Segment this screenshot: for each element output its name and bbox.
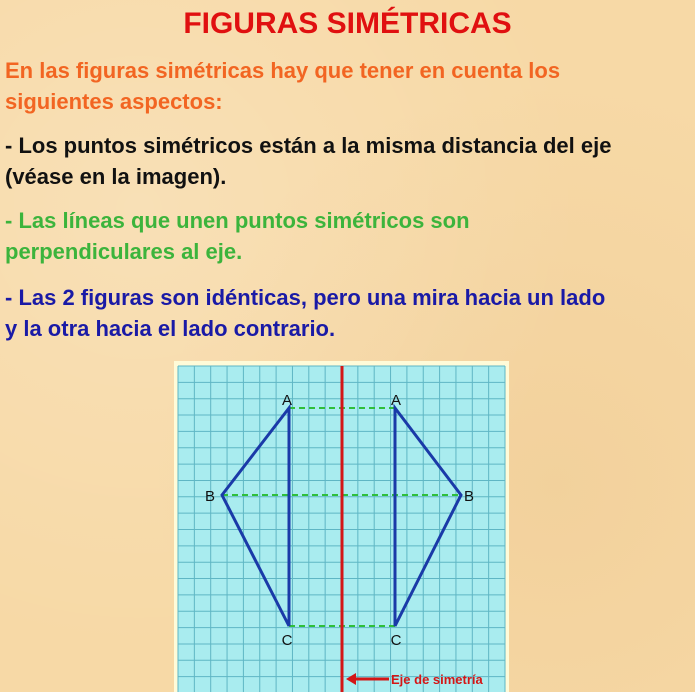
- left-point-b-label: B: [204, 488, 216, 505]
- right-point-b-label: B: [463, 488, 475, 505]
- identical-paragraph: [5, 282, 605, 344]
- point-distance-line-1: - Los puntos simétricos están a la misma distancia del eje: [5, 133, 612, 158]
- perpendicular-line-2: perpendiculares al eje.: [5, 239, 243, 264]
- symmetry-figure: [174, 361, 509, 692]
- perpendicular-line-1: - Las líneas que unen puntos simétricos son: [5, 208, 470, 233]
- identical-line-2: y la otra hacia el lado contrario.: [5, 316, 336, 341]
- right-point-c-label: C: [390, 632, 402, 649]
- perpendicular-paragraph: [5, 205, 470, 267]
- left-point-a-label: A: [281, 392, 293, 409]
- intro-paragraph: [5, 55, 560, 117]
- page-title: FIGURAS SIMÉTRICAS: [183, 7, 512, 40]
- symmetry-diagram: [174, 361, 509, 692]
- point-distance-paragraph: [5, 130, 611, 192]
- identical-line-1: - Las 2 figuras son idénticas, pero una mira hacia un lado: [5, 285, 606, 310]
- intro-line-1: En las figuras simétricas hay que tener en cuenta los: [5, 58, 561, 83]
- left-point-c-label: C: [281, 632, 293, 649]
- intro-line-2: siguientes aspectos:: [5, 89, 223, 114]
- point-distance-line-2: (véase en la imagen).: [5, 164, 227, 189]
- right-point-a-label: A: [390, 392, 402, 409]
- axis-label: Eje de simetría: [391, 672, 483, 687]
